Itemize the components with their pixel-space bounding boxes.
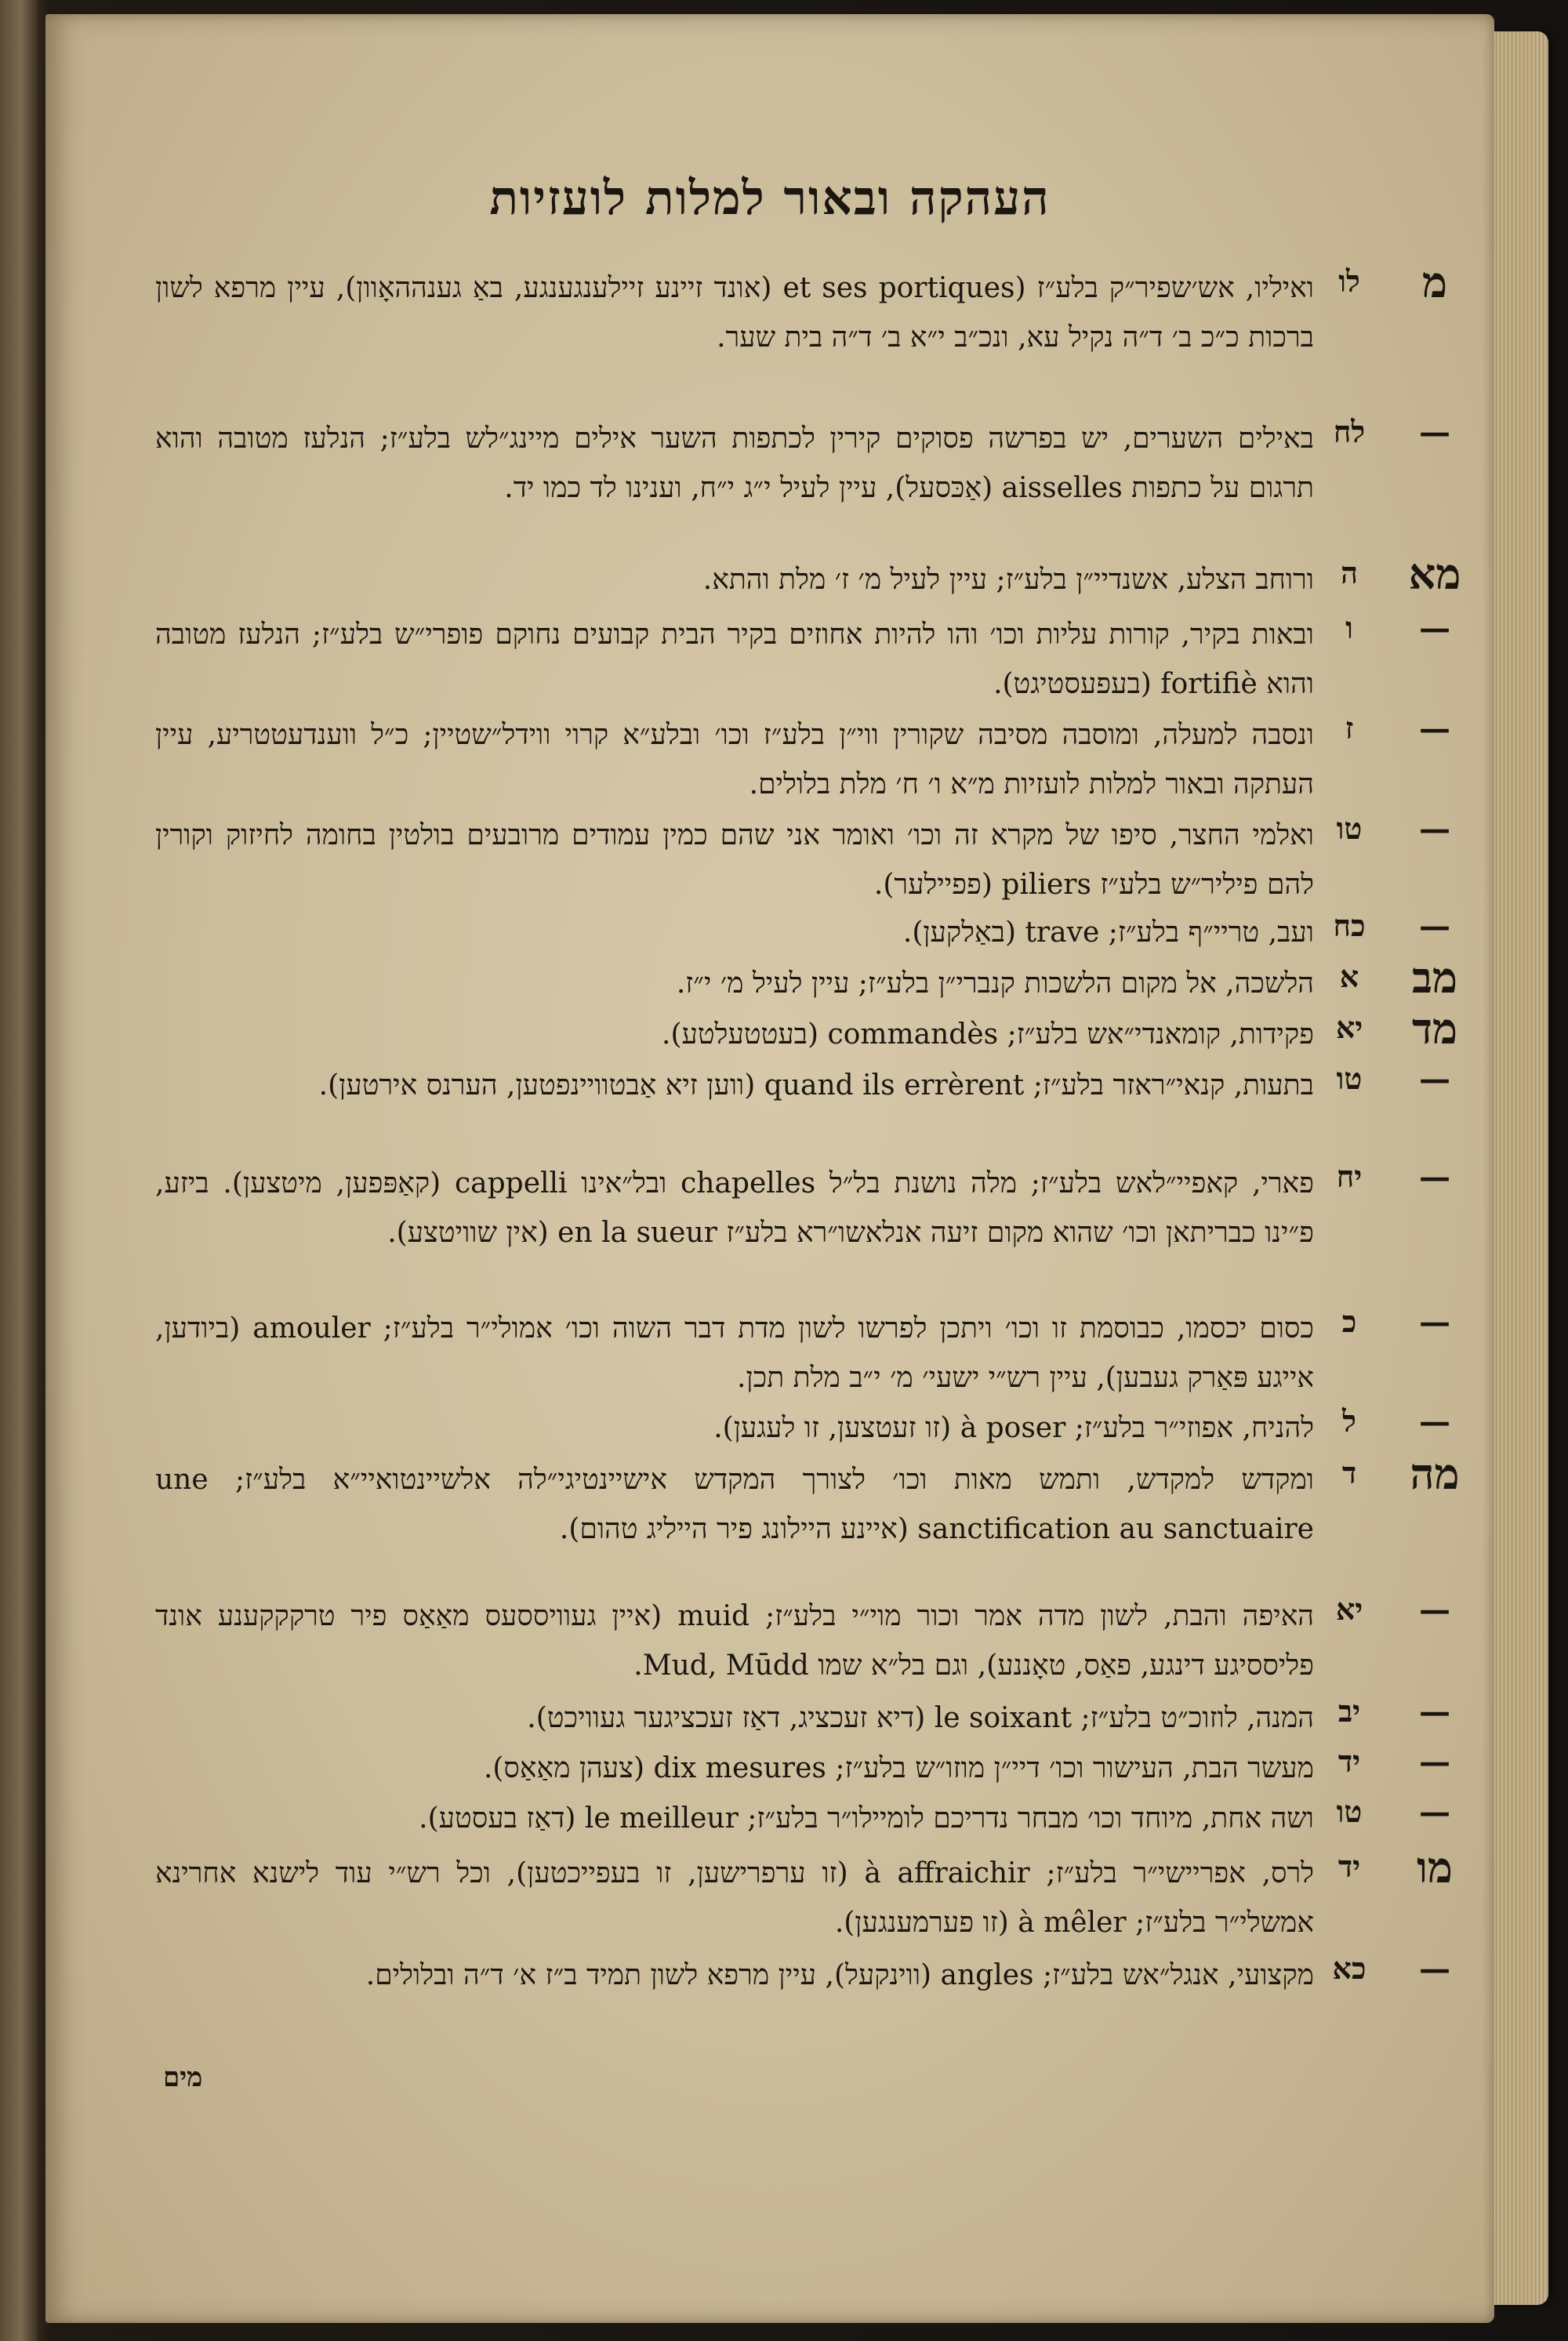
chapter-number: מד — [1412, 1004, 1457, 1054]
verse-number: יא — [1335, 1592, 1363, 1627]
verse-number: טו — [1336, 1794, 1363, 1829]
entry-text: כסום יכסמו, כבוסמת זו וכו׳ ויתכן לפרשו לשון מדת דבר השוה וכו׳ אמולי״ר בלע״ז; amouler (ביודען, אייגע פּאַרק געבען), עיין רש״י ישעי׳ מ׳ י״ב מלת תכן. — [155, 1312, 1315, 1394]
verse-number: יד — [1338, 1849, 1361, 1884]
entry-text: הלשכה, אל מקום הלשכות קנברי״ן בלע״ז; עיין לעיל מ׳ י״ז. — [676, 967, 1314, 1000]
entry-text: ועב, טריי״ף בלע״ז; trave (באַלקען). — [902, 916, 1314, 949]
entry-text: ואיליו, אש׳שפיר״ק בלע״ז (et ses portiques (אונד זיינע זיילענגענגע, באַ גענההאָוון), עיין מרפא לשון ברכות כ״כ ב׳ ד״ה נקיל עא, ונכ״ב י״א ב׳ ד״ה בית שער. — [155, 272, 1314, 354]
chapter-number: — — [1419, 610, 1450, 647]
chapter-number: — — [1419, 1061, 1450, 1098]
verse-number: לח — [1333, 414, 1366, 449]
chapter-number: — — [1419, 1592, 1450, 1628]
chapter-number: — — [1419, 1693, 1450, 1730]
entry-text: ובאות בקיר, קורות עליות וכו׳ והו להיות אחוזים בקיר הבית קבועים נחוקם פופרי״ש בלע״ז; הנלעז מטובה והוא fortifiè (בעפעסטיגט). — [155, 619, 1314, 700]
chapter-number: מ — [1421, 257, 1447, 307]
chapter-number: מו — [1417, 1842, 1453, 1893]
entry-text: ונסבה למעלה, ומוסבה מסיבה שקורין ווי״ן בלע״ז וכו׳ ובלע״א קרוי ווידל״שטיין; כ״ל ווענדעטטריע, עיין העתקה ובאור למלות לועזיות מ״א ו׳ ח׳ מלת בלולים. — [155, 719, 1314, 800]
verse-number: כח — [1333, 908, 1366, 943]
verse-number: כא — [1332, 1951, 1367, 1986]
entry-text: ורוחב הצלע, אשנדיי״ן בלע״ז; עיין לעיל מ׳ ז׳ מלת והתא. — [702, 564, 1314, 596]
running-header: העהקה ובאור למלות לועזיות — [489, 171, 1051, 226]
verse-number: ז — [1345, 710, 1354, 746]
entry-text: להניח, אפוזי״ר בלע״ז; à poser (זו זעטצען, זו לעגען). — [713, 1412, 1314, 1444]
catchword: מים — [163, 2062, 203, 2093]
entry-text: המנה, לוזוכ״ט בלע״ז; le soixant (דיא זעכציג, דאַז זעכציגער געוויכט). — [527, 1702, 1314, 1734]
book-cover-edge — [0, 0, 38, 2341]
entry-text: פקידות, קומאנדי״אש בלע״ז; commandès (בעטטעלטע). — [662, 1018, 1314, 1051]
chapter-number: — — [1419, 710, 1450, 747]
chapter-number: מה — [1410, 1449, 1460, 1499]
entry-text: פארי, קאפיי״לאש בלע״ז; מלה נושנת בל״ל chapelles ובל״אינו cappelli (קאַפּפען, מיטצען). ביזע, פ״ינו כבריתאן וכו׳ שהוא מקום זיעה אנלאשו״רא בלע״ז en la sueur (אין שוויטצע). — [155, 1167, 1314, 1249]
chapter-number: — — [1419, 811, 1450, 847]
chapter-number: מא — [1408, 549, 1461, 599]
verse-number: טו — [1336, 1061, 1363, 1096]
verse-number: יב — [1338, 1693, 1361, 1729]
verse-number: טו — [1336, 811, 1363, 846]
entry-text: מעשר הבת, העישור וכו׳ דיי״ן מוזו״ש בלע״ז; dix mesures (צעהן מאַאַס). — [483, 1752, 1314, 1784]
entry-text: באילים השערים, יש בפרשה פסוקים קירין לכתפות השער אילים מיינג״לש בלע״ז; הנלעז מטובה והוא תרגום על כתפות aisselles (אַכּסעל), עיין לעיל י״ג י״ח, וענינו לד כמו יד. — [155, 423, 1314, 504]
verse-number: ד — [1341, 1455, 1357, 1490]
entry-text: ושה אחת, מיוחד וכו׳ מבחר נדריכם לומיילו״ר בלע״ז; le meilleur (דאַז בעסטע). — [419, 1802, 1314, 1835]
verse-number: לו — [1338, 263, 1360, 299]
book-page — [45, 14, 1494, 2323]
entry-text: בתעות, קנאי״ראזר בלע״ז; quand ils errèrent (ווען זיא אַבטוויינפטען, הערנס אירטען). — [318, 1069, 1314, 1102]
chapter-number: — — [1419, 1304, 1450, 1341]
verse-number: יא — [1335, 1010, 1363, 1045]
chapter-number: — — [1419, 908, 1450, 945]
page-content — [45, 14, 1494, 2323]
verse-number: יד — [1338, 1744, 1361, 1779]
entry-text: לרס, אפריישי״ר בלע״ז; à affraichir (זו ערפרישען, זו בעפייכטען), וכל רש״י עוד לישנא אחרינא אמשלי״ר בלע״ז; à mêler (זו פערמענגען). — [155, 1857, 1315, 1939]
verse-number: ו — [1345, 610, 1353, 645]
entry-text: ואלמי החצר, סיפו של מקרא זה וכו׳ ואומר אני שהם כמין עמודים מרובעים בולטין בחומה לחיזוק וקורין להם פיליר״ש בלע״ז piliers (פפיילער). — [155, 819, 1314, 901]
verse-number: יח — [1336, 1159, 1363, 1194]
chapter-number: — — [1419, 1403, 1450, 1440]
verse-number: ל — [1342, 1403, 1356, 1439]
entry-text: מקצועי, אנגל״אש בלע״ז; angles (ווינקעל), עיין מרפא לשון תמיד ב״ז א׳ ד״ה ובלולים. — [365, 1959, 1314, 1991]
chapter-number: — — [1419, 1794, 1450, 1831]
verse-number: א — [1339, 959, 1359, 994]
verse-number: ה — [1341, 555, 1358, 590]
chapter-number: — — [1419, 1744, 1450, 1780]
page-stack-edge — [1494, 31, 1548, 2305]
chapter-number: — — [1419, 1159, 1450, 1196]
verse-number: כ — [1341, 1304, 1357, 1339]
entry-text: האיפה והבת, לשון מדה אמר וכור מוי״י בלע״ז; muid (איין געוויססעס מאַאַס פיר טרקקקענע אונד פליססיגע דינגע, פאַס, טאָננע), וגם בל״א שמו Mud, Mūdd. — [155, 1600, 1315, 1682]
chapter-number: — — [1419, 414, 1450, 451]
entry-text: ומקדש למקדש, ותמש מאות וכו׳ לצורך המקדש אישיינטיגי״לה אלשיינטואיי״א בלע״ז; une sanctification au sanctuaire (איינע היילונג פיר הייליג טהום). — [155, 1464, 1314, 1545]
chapter-number: — — [1419, 1951, 1450, 1987]
chapter-number: מב — [1411, 953, 1458, 1003]
